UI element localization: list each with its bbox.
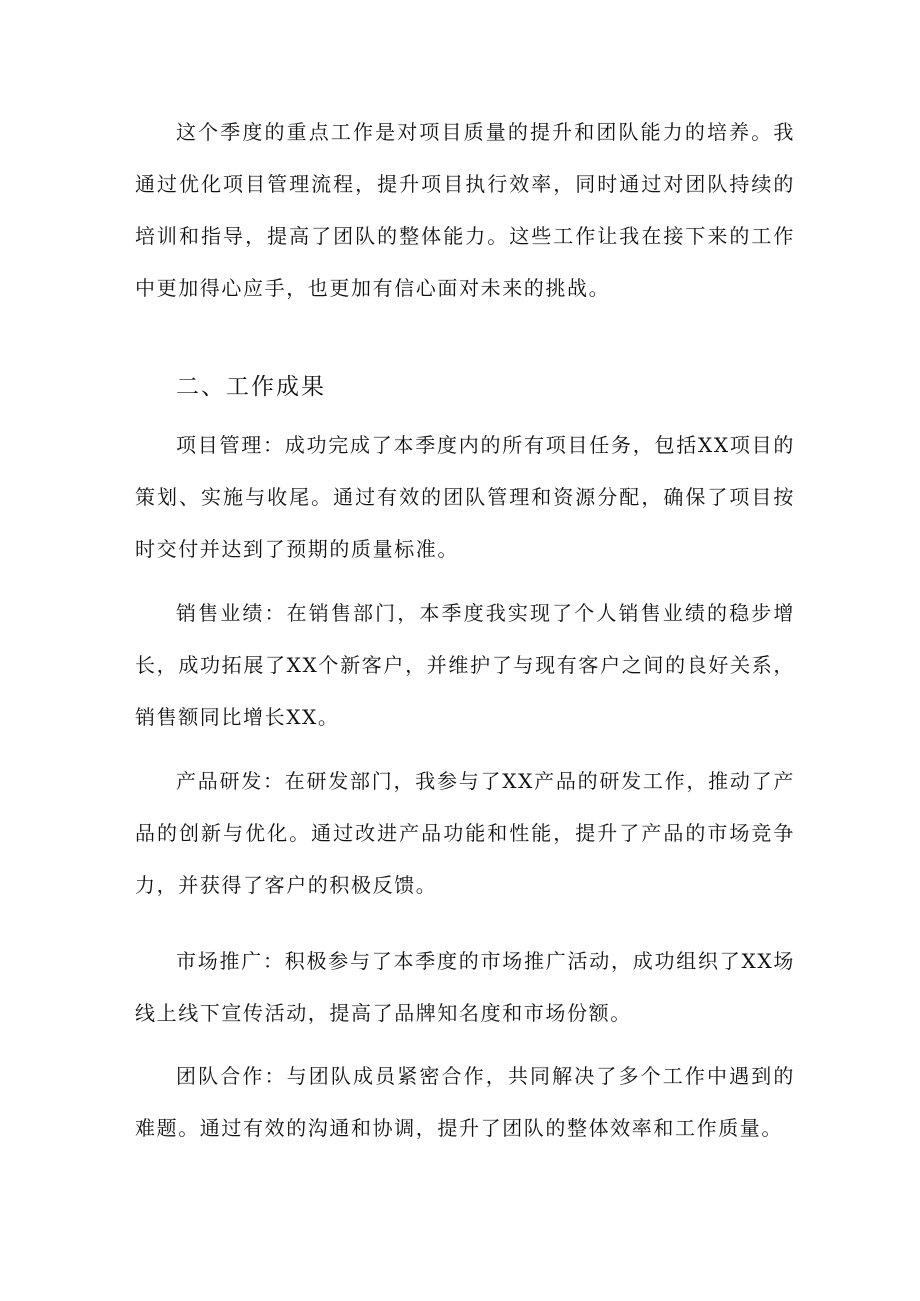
- paragraph-project-management: 项目管理：成功完成了本季度内的所有项目任务，包括XX项目的策划、实施与收尾。通过有效的团队管理和资源分配，确保了项目按时交付并达到了预期的质量标准。: [135, 433, 795, 561]
- paragraph-product-rd: 产品研发：在研发部门，我参与了XX产品的研发工作，推动了产品的创新与优化。通过改进产品功能和性能，提升了产品的市场竞争力，并获得了客户的积极反馈。: [135, 769, 795, 897]
- paragraph-sales-performance: 销售业绩：在销售部门，本季度我实现了个人销售业绩的稳步增长，成功拓展了XX个新客户，并维护了与现有客户之间的良好关系，销售额同比增长XX。: [135, 601, 795, 729]
- intro-paragraph: 这个季度的重点工作是对项目质量的提升和团队能力的培养。我通过优化项目管理流程，提升项目执行效率，同时通过对团队持续的培训和指导，提高了团队的整体能力。这些工作让我在接下来的工作中更加得心应手，也更加有信心面对未来的挑战。: [135, 120, 795, 300]
- paragraph-marketing: 市场推广：积极参与了本季度的市场推广活动，成功组织了XX场线上线下宣传活动，提高了品牌知名度和市场份额。: [135, 949, 795, 1025]
- section-heading-work-results: 二、工作成果: [176, 374, 326, 400]
- paragraph-team-cooperation: 团队合作：与团队成员紧密合作，共同解决了多个工作中遇到的难题。通过有效的沟通和协调，提升了团队的整体效率和工作质量。: [135, 1064, 795, 1140]
